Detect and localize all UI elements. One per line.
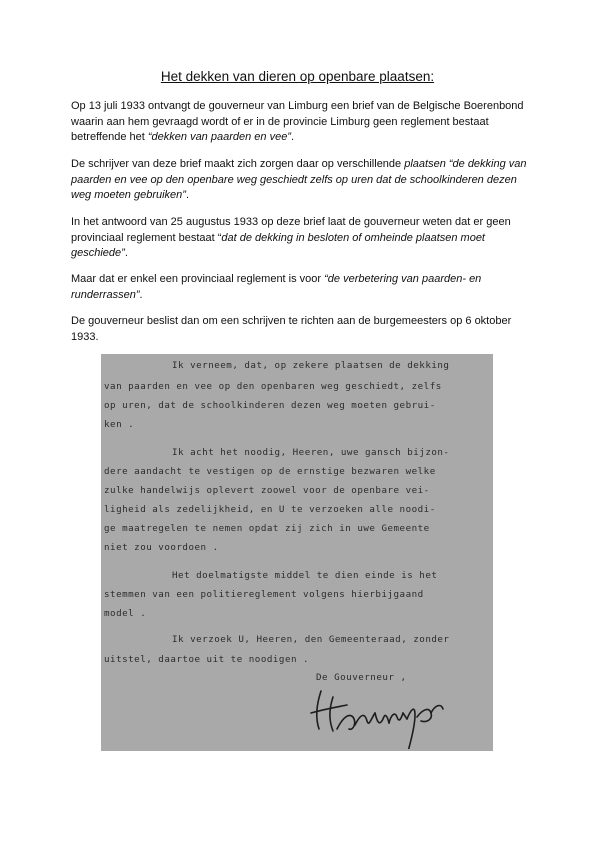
paragraph-2-text: De schrijver van deze brief maakt zich zorgen daar op verschillende: [71, 158, 405, 170]
paragraph-2: [71, 157, 531, 204]
paragraph-1-text: Op 13 juli 1933 ontvangt de gouverneur van Limburg een brief van de Belgische Boerenbond waarin aan hem gevraagd wordt of er in de provincie Limburg geen reglement bestaat betreffende het: [71, 100, 524, 144]
scan-signatory: De Gouverneur ,: [316, 672, 407, 683]
scan-line: dere aandacht te vestigen op de ernstige bezwaren welke: [104, 466, 436, 477]
scan-line: uitstel, daartoe uit te noodigen .: [104, 654, 310, 665]
paragraph-2-quote: plaatsen “de dekking van paarden en vee op den openbare weg geschiedt zelfs op uren dat de schoolkinderen dezen weg moeten gebruiken”: [71, 158, 527, 202]
paragraph-4: [71, 272, 531, 303]
scan-line: ligheid als zedelijkheid, en U te verzoeken alle noodi-: [104, 504, 436, 515]
scan-line: Ik acht het noodig, Heeren, uwe gansch bijzon-: [172, 447, 450, 458]
paragraph-3-text: In het antwoord van 25 augustus 1933 op deze brief laat de gouverneur weten dat er geen provinciaal reglement bestaat “: [71, 216, 511, 244]
paragraph-3: [71, 215, 531, 262]
scan-line: van paarden en vee op den openbaren weg geschiedt, zelfs: [104, 381, 442, 392]
paragraph-5: [71, 314, 531, 345]
scan-line: Het doelmatigste middel te dien einde is het: [172, 570, 438, 581]
scan-line: op uren, dat de schoolkinderen dezen weg moeten gebrui-: [104, 400, 436, 411]
handwritten-signature: [303, 669, 463, 749]
scan-line: Ik verneem, dat, op zekere plaatsen de dekking: [172, 360, 450, 371]
paragraph-5-text: De gouverneur beslist dan om een schrijven te richten aan de burgemeesters op 6 oktober 1933.: [71, 315, 512, 343]
scan-line: niet zou voordoen .: [104, 542, 219, 553]
paragraph-4-quote: “de verbetering van paarden- en runderrassen”: [71, 273, 482, 301]
paragraph-4-end: .: [139, 288, 143, 301]
scan-line: ken .: [104, 419, 135, 430]
scan-line: ge maatregelen te nemen opdat zij zich in uwe Gemeente: [104, 523, 430, 534]
document-title: Het dekken van dieren op openbare plaatsen:: [160, 69, 435, 84]
scan-line: zulke handelwijs oplevert zoowel voor de openbare vei-: [104, 485, 430, 496]
scan-line: model .: [104, 608, 147, 619]
paragraph-3-quote: dat de dekking in besloten of omheinde plaatsen moet geschiede”: [71, 231, 485, 260]
paragraph-1-quote: “dekken van paarden en vee”: [147, 131, 291, 144]
paragraph-1: [71, 99, 531, 146]
paragraph-1-end: .: [290, 131, 295, 144]
paragraph-4-text: Maar dat er enkel een provinciaal reglement is voor: [71, 273, 325, 285]
paragraph-3-end: .: [124, 247, 128, 260]
paragraph-2-end: .: [185, 189, 190, 202]
scanned-letter: [101, 354, 493, 751]
scan-line: Ik verzoek U, Heeren, den Gemeenteraad, zonder: [172, 634, 450, 645]
scan-line: stemmen van een politiereglement volgens hierbijgaand: [104, 589, 424, 600]
